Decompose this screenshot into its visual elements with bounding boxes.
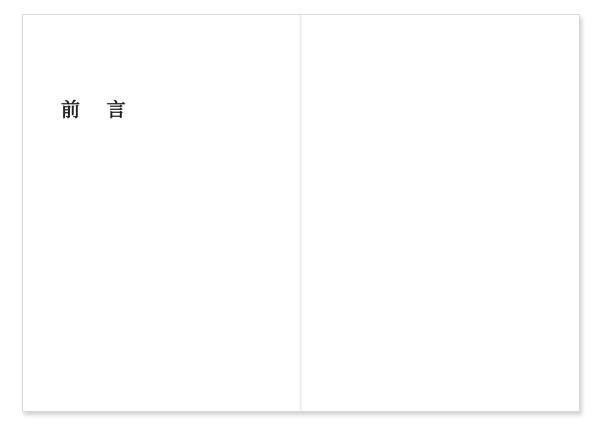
page-title: 前 言 [61,99,136,121]
right-page-body [313,65,553,395]
left-page-body [63,135,285,395]
page-gutter [300,15,302,411]
book-spread [22,14,580,412]
